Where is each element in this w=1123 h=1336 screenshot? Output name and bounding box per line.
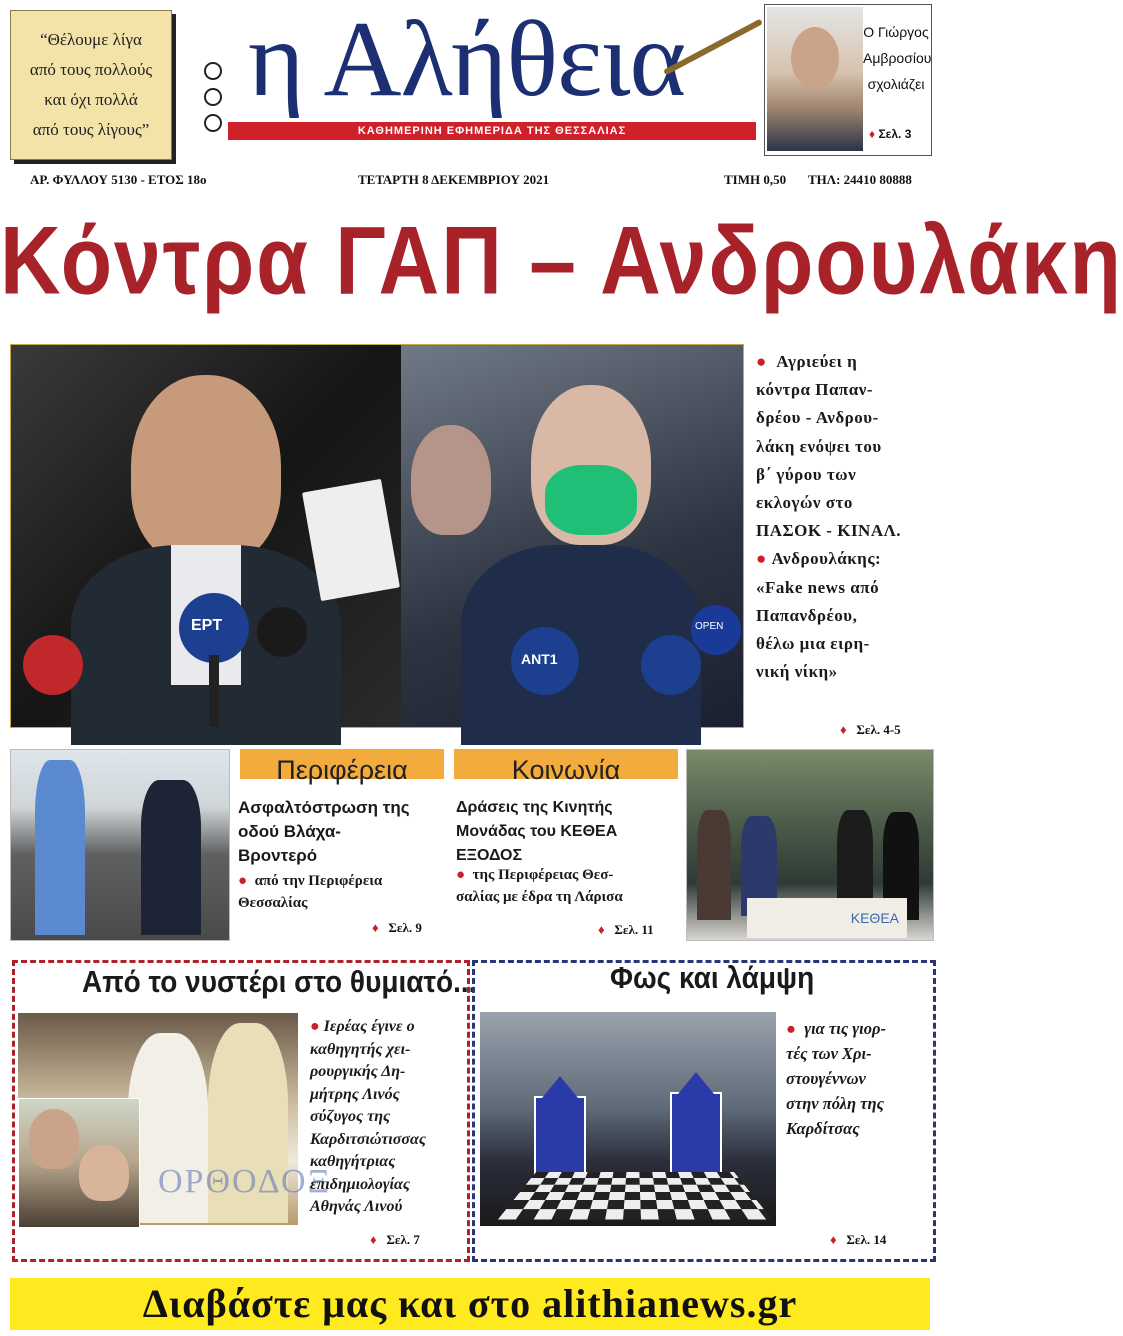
section-periferia[interactable]: Περιφέρεια <box>240 749 444 779</box>
fos-page-ref[interactable] <box>830 1232 886 1248</box>
main-headline[interactable]: Κόντρα ΓΑΠ – Ανδρουλάκη <box>0 205 1123 314</box>
text-line: καθηγήτριας <box>310 1153 396 1170</box>
face <box>79 1145 129 1201</box>
columnist-name-line: Αμβροσίου <box>863 50 932 66</box>
lead-line: Αγριεύει η <box>776 352 858 371</box>
website-banner[interactable]: Διαβάστε μας και στο alithianews.gr <box>10 1278 930 1330</box>
diamond-icon: ♦ <box>830 1232 837 1247</box>
title-line: Βροντερό <box>238 846 318 865</box>
masthead-badges <box>204 62 222 142</box>
columnist-box[interactable] <box>764 4 932 156</box>
text-line: ρουργικής Δη- <box>310 1063 406 1080</box>
badge-icon <box>204 62 222 80</box>
koinonia-title[interactable] <box>456 796 682 868</box>
logo-title: η Αλήθεια <box>248 0 686 119</box>
mic <box>23 635 83 695</box>
newspaper-logo[interactable] <box>228 0 756 124</box>
title-line: Μονάδας του ΚΕΘΕΑ <box>456 823 618 840</box>
motto-line: από τους λίγους” <box>32 120 150 139</box>
fos-title[interactable]: Φως και λάμψη <box>610 960 815 995</box>
kethea-photo[interactable] <box>686 749 934 941</box>
person <box>141 780 201 935</box>
person <box>697 810 731 920</box>
mic-stick <box>209 655 219 727</box>
text-line: σύζυγος της <box>310 1108 391 1125</box>
portrait-face <box>791 27 839 89</box>
diamond-icon: ♦ <box>370 1232 377 1247</box>
checkered-floor <box>498 1172 772 1219</box>
motto-line: “Θέλουμε λίγα <box>40 30 142 49</box>
bullet-icon: ● <box>310 1018 320 1035</box>
lead-line: Ανδρουλάκης: <box>771 549 882 569</box>
bullet-icon: ● <box>756 352 767 371</box>
price: ΤΙΜΗ 0,50 <box>724 172 787 187</box>
page-ref: Σελ. 7 <box>386 1232 420 1247</box>
text-line: Καρδίτσας <box>786 1119 860 1138</box>
masthead-tagline: ΚΑΘΗΜΕΡΙΝΗ ΕΦΗΜΕΡΙΔΑ ΤΗΣ ΘΕΣΣΑΛΙΑΣ <box>228 122 756 140</box>
nysteri-title[interactable]: Από το νυστέρι στο θυμιατό... <box>82 964 477 999</box>
columnist-name-line: Ο Γιώργος <box>863 24 929 40</box>
koinonia-subtitle <box>456 864 682 908</box>
person <box>35 760 85 935</box>
face <box>29 1109 79 1169</box>
sub-line: Θεσσαλίας <box>238 895 308 911</box>
mic <box>641 635 701 695</box>
watermark-logo: ΟΡΘΟΔΟΞ <box>158 1163 332 1200</box>
park-photo[interactable] <box>480 1012 776 1226</box>
columnist-photo <box>767 7 863 151</box>
page-ref: Σελ. 4-5 <box>856 722 901 737</box>
motto-line: από τους πολλούς <box>29 60 153 79</box>
text-line: Αθηνάς Λινού <box>310 1198 403 1215</box>
lead-line: ΠΑΣΟΚ - ΚΙΝΑΛ. <box>756 521 902 541</box>
lead-line: θέλω μια ειρη- <box>756 634 870 654</box>
bullet-icon: ● <box>756 549 767 569</box>
text-line: στουγέννων <box>786 1069 866 1088</box>
mic-open-label: OPEN <box>695 621 724 632</box>
issue-date: ΤΕΤΑΡΤΗ 8 ΔΕΚΕΜΒΡΙΟΥ 2021 <box>358 172 550 187</box>
diamond-icon: ♦ <box>598 922 605 937</box>
periferia-title[interactable] <box>238 796 444 868</box>
bullet-icon: ● <box>786 1019 796 1038</box>
text-line: Ιερέας έγινε ο <box>323 1018 415 1035</box>
title-line: Δράσεις της Κινητής <box>456 799 613 816</box>
lead-line: νική νίκη» <box>756 662 838 682</box>
bullet-icon: ● <box>456 867 466 883</box>
text-line: τές των Χρι- <box>786 1044 872 1063</box>
page-ref: Σελ. 14 <box>846 1232 887 1247</box>
couple-photo[interactable] <box>18 1098 140 1228</box>
booth <box>534 1096 586 1180</box>
lead-line: κόντρα Παπαν- <box>756 380 873 400</box>
photo-papandreou <box>401 345 743 727</box>
diamond-icon: ♦ <box>372 920 379 935</box>
lead-line: λάκη ενόψει του <box>756 436 882 456</box>
mask <box>545 465 637 535</box>
lead-page-ref[interactable] <box>840 722 901 738</box>
sub-line: της Περιφέρειας Θεσ- <box>472 867 614 883</box>
mic-ert-label: ΕΡΤ <box>191 617 223 634</box>
kethea-banner: ΚΕΘΕΑ <box>747 898 907 938</box>
photo-androulakis <box>11 345 401 727</box>
columnist-name-line: σχολιάζει <box>867 76 925 92</box>
text-line: για τις γιορ- <box>804 1019 887 1038</box>
page-ref: Σελ. 11 <box>614 922 654 937</box>
periferia-page-ref[interactable] <box>372 920 422 936</box>
text-line: Καρδιτσιώτισσας <box>310 1130 426 1148</box>
diamond-icon: ♦ <box>869 127 876 141</box>
lead-story-text[interactable] <box>756 348 936 686</box>
face-background <box>411 425 491 535</box>
diamond-icon: ♦ <box>840 722 847 737</box>
section-koinonia[interactable]: Κοινωνία <box>454 749 678 779</box>
motto-line: και όχι πολλά <box>44 90 138 109</box>
text-line: μήτρης Λινός <box>310 1085 400 1103</box>
sub-line: σαλίας με έδρα τη Λάρισα <box>456 889 623 905</box>
lead-line: δρέου - Ανδρου- <box>756 408 879 428</box>
title-line: Ασφαλτόστρωση της <box>238 798 410 817</box>
koinonia-page-ref[interactable] <box>598 922 654 938</box>
phone: ΤΗΛ: 24410 80888 <box>808 172 912 187</box>
sub-line: από την Περιφέρεια <box>254 873 383 889</box>
page-ref: Σελ. 3 <box>878 127 912 141</box>
page-ref: Σελ. 9 <box>388 920 422 935</box>
title-line: οδού Βλάχα- <box>238 822 341 841</box>
lead-line: Παπανδρέου, <box>756 605 858 625</box>
nysteri-text[interactable] <box>310 1016 460 1219</box>
mic-ant1-label: ΑΝΤ1 <box>521 651 558 667</box>
booth <box>670 1092 722 1176</box>
lead-line: «Fake news από <box>756 577 880 597</box>
fos-text[interactable] <box>786 1016 926 1141</box>
badge-icon <box>204 88 222 106</box>
text-line: καθηγητής χει- <box>310 1040 411 1058</box>
title-line: ΕΞΟΔΟΣ <box>456 847 523 864</box>
periferia-subtitle <box>238 870 444 914</box>
motto-box <box>10 10 172 160</box>
issue-number: ΑΡ. ΦΥΛΛΟΥ 5130 - ΕΤΟΣ 18ο <box>30 172 207 187</box>
road-photo[interactable] <box>10 749 230 941</box>
lead-line: β΄ γύρου των <box>756 464 857 484</box>
main-photo[interactable] <box>10 344 744 728</box>
text-line: στην πόλη της <box>786 1094 884 1113</box>
lead-line: εκλογών στο <box>756 493 853 513</box>
badge-icon <box>204 114 222 132</box>
face <box>131 375 281 565</box>
nysteri-page-ref[interactable] <box>370 1232 420 1248</box>
mic <box>257 607 307 657</box>
text-line: επιδημιολογίας <box>310 1175 410 1193</box>
bullet-icon: ● <box>238 873 248 889</box>
